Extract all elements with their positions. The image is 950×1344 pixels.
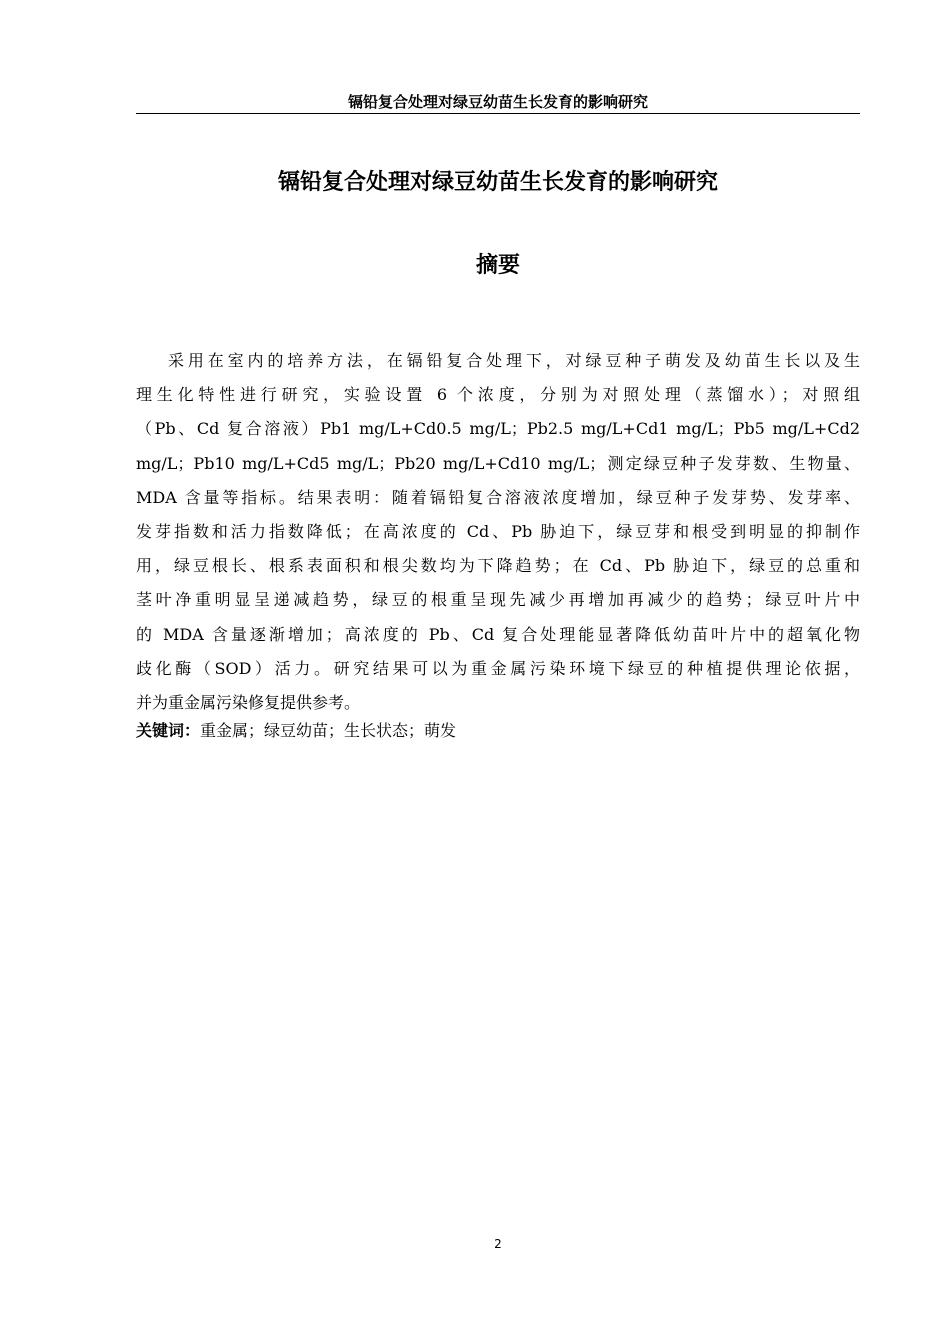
abstract-line: 的 MDA 含量逐渐增加；高浓度的 Pb、Cd 复合处理能显著降低幼苗叶片中的超氧化物	[136, 624, 860, 644]
keywords-label: 关键词：	[136, 721, 201, 740]
running-header-title: 镉铅复合处理对绿豆幼苗生长发育的影响研究	[347, 93, 648, 111]
abstract-line: 并为重金属污染修复提供参考。	[136, 693, 361, 713]
page-number: 2	[494, 1237, 502, 1251]
abstract-line: MDA 含量等指标。结果表明：随着镉铅复合溶液浓度增加，绿豆种子发芽势、发芽率、	[136, 487, 860, 507]
abstract-body	[136, 344, 860, 720]
abstract-line: 用，绿豆根长、根系表面积和根尖数均为下降趋势；在 Cd、Pb 胁迫下，绿豆的总重和	[136, 556, 860, 576]
abstract-heading: 摘要	[475, 253, 520, 278]
abstract-line: （Pb、Cd 复合溶液）Pb1 mg/L+Cd0.5 mg/L；Pb2.5 mg/L+Cd1 mg/L；Pb5 mg/L+Cd2	[136, 419, 860, 439]
abstract-line: 采用在室内的培养方法，在镉铅复合处理下，对绿豆种子萌发及幼苗生长以及生	[168, 351, 860, 370]
header-rule	[136, 113, 860, 114]
abstract-line: 理生化特性进行研究，实验设置 6 个浓度，分别为对照处理（蒸馏水）；对照组	[136, 385, 860, 405]
abstract-line: mg/L；Pb10 mg/L+Cd5 mg/L；Pb20 mg/L+Cd10 mg/L；测定绿豆种子发芽数、生物量、	[136, 453, 860, 473]
keywords-text: 重金属；绿豆幼苗；生长状态；萌发	[200, 721, 457, 740]
page-title: 镉铅复合处理对绿豆幼苗生长发育的影响研究	[277, 170, 718, 195]
abstract-line: 发芽指数和活力指数降低；在高浓度的 Cd、Pb 胁迫下，绿豆芽和根受到明显的抑制作	[136, 522, 860, 542]
abstract-line: 茎叶净重明显呈递减趋势，绿豆的根重呈现先减少再增加再减少的趋势；绿豆叶片中	[136, 590, 860, 610]
keywords	[136, 716, 860, 746]
abstract-line: 歧化酶（SOD）活力。研究结果可以为重金属污染环境下绿豆的种植提供理论依据，	[136, 658, 860, 678]
